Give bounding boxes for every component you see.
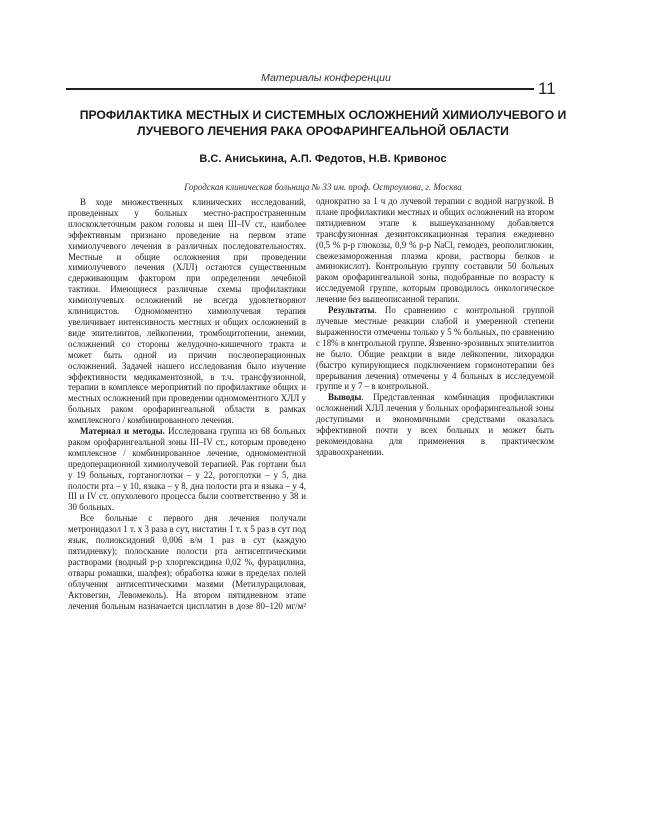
conclusions-heading: Выводы (328, 392, 362, 403)
treatment-paragraph: Все больные с первого дня лечения получали метронидазол 1 т. х 3 раза в сут, нистатин 1 т. х 5 раз в сут под язык, полиоксидоний 0,006 в/м 1 раз в сут (каждую пятидневку); полоскание полости рта антисептическими растворами (водный р-р хлоргексидина 0,02 %, фурацилина, отвары ромашки, шалфея); обработка кожи в пределах полей облучения антисептическими мазями (Метилурациловая, Актовегин, Левомеколь). На втором пятидневном этапе лечения больным назначается цисплатин в дозе 80–120 мг/м² (68, 513, 306, 611)
article-title-line-1: ПРОФИЛАКТИКА МЕСТНЫХ И СИСТЕМНЫХ ОСЛОЖНЕНИЙ ХИМИОЛУЧЕВОГО И (79, 108, 567, 122)
conclusions-paragraph (316, 392, 554, 457)
running-head: Материалы конференции (261, 72, 391, 84)
methods-paragraph (68, 426, 306, 513)
conclusions-text: . Представленная комбинация профилактики осложнений ХЛЛ лечения у больных орофарингеальной зоны доступными и экономичными средствами оказалась эффективной почти у всех больных и может быть рекомендована для применения в практическом здравоохранении. (316, 392, 554, 457)
results-heading: Результаты (328, 305, 375, 316)
treatment-paragraph-continued: однократно за 1 ч до лучевой терапии с водной нагрузкой. В плане профилактики местных и общих осложнений на втором пятидневном этапе к вышеуказанному добавляется трансфузионная дезинтоксикационная терапия ежедневно (0,5 % р-р глюкозы, 0,9 % р-р NaCl, гемодез, реополиглюкин, свежезамороженная плазма крови, растворы белков и аминокислот). Контрольную группу составили 50 больных раком орофарингеальной зоны, подобранные по возрасту к исследуемой группе, которым проводилось онкологическое лечение без вышеописанной терапии. (316, 196, 554, 305)
article-authors: В.С. Аниськина, А.П. Федотов, Н.В. Кривонос (199, 153, 447, 165)
methods-text: Исследована группа из 68 больных раком орофарингеальной зоны III–IV ст., которым проведено комплексное / комбинированное лечение, одномоментной предоперационной химиолучевой терапией. Рак гортани был у 19 больных, гортаноглотки – у 22, ротоглотки – у 5, дна полости рта – у 10, языка – у 8, дна полости рта и языка – у 4, III и IV ст. опухолевого процесса были соответственно у 38 и 30 больных. (68, 426, 306, 513)
text-column-left (68, 197, 306, 611)
header-rule (66, 88, 534, 90)
article-title-line-2: ЛУЧЕВОГО ЛЕЧЕНИЯ РАКА ОРОФАРИНГЕАЛЬНОЙ ОБЛАСТИ (137, 124, 509, 138)
article-title (60, 107, 586, 139)
page-number: 11 (538, 79, 556, 98)
results-text: . По сравнению с контрольной группой лучевые местные реакции слабой и умеренной степени выраженности отмечены только у 5 % больных, по сравнению с 18% в контрольной группе. Язвенно-эрозивных эпителиитов не было. Общие реакции в виде лейкопении, лихорадки (быстро купирующиеся подключением гормонотерапии без прерывания лечения) отмечены у 4 больных в исследуемой группе и у 7 – в контрольной. (316, 305, 554, 392)
intro-paragraph: В ходе множественных клинических исследований, проведенных у больных местно-распространенным плоскоклеточным раком головы и шеи III–IV ст., наиболее эффективным признано проведение на первом этапе химиолучевого лечения в различных последовательностях. Местные и общие осложнения при проведении химиолучевого лечения (ХЛЛ) остаются существенным сдерживающим фактором при определении лечебной тактики. Имеющиеся различные схемы профилактики химиолучевых осложнений не всегда удовлетворяют клиницистов. Одномоментно химиолучевая терапия увеличивает интенсивность местных и общих осложнений в виде эпителиитов, лейкопении, тромбоцитопении, анемии, осложнений со стороны желудочно-кишечного тракта и может быть одной из причин послеоперационных осложнений. Задачей нашего исследования было изучение эффективности медикаментозной, в т.ч. трансфузионной, терапии в комплексе мероприятий по профилактике общих и местных осложнений при проведении одномоментного ХЛЛ у больных раком орофарингеальной области в рамках комплексного / комбинированного лечения. (68, 197, 306, 426)
methods-heading: Материал и методы. (80, 426, 165, 437)
text-column-right (316, 196, 554, 458)
article-affiliation: Городская клиническая больница № 33 им. проф. Остроумова, г. Москва (184, 182, 462, 192)
results-paragraph (316, 305, 554, 392)
